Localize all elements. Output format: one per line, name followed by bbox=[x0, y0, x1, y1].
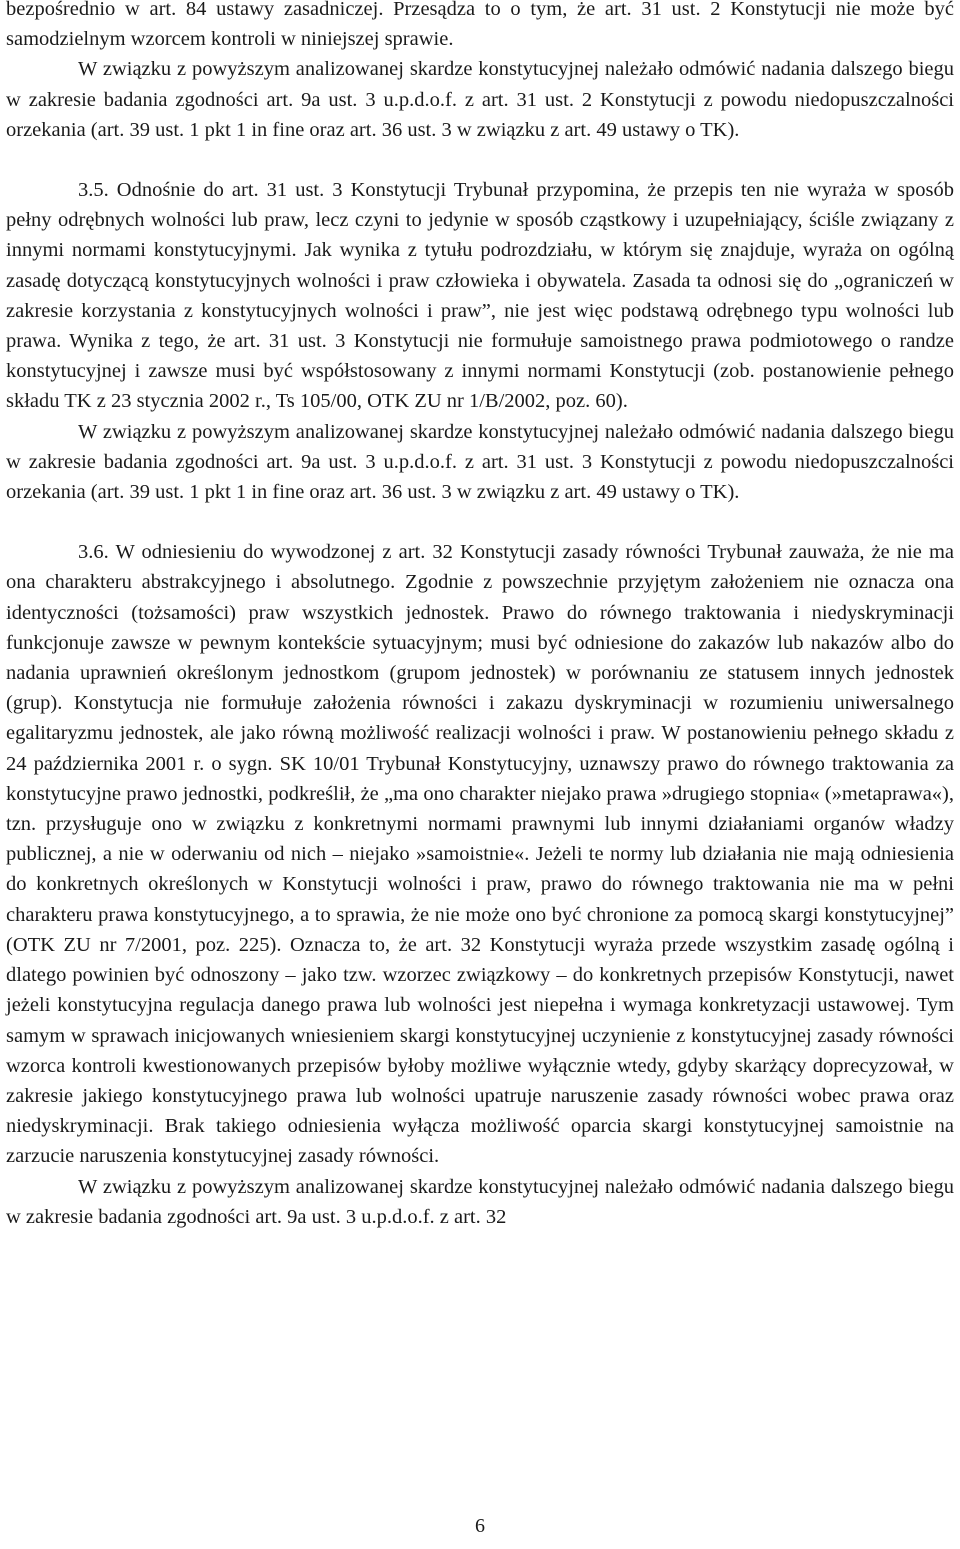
page-number: 6 bbox=[475, 1515, 485, 1537]
paragraph-conclusion-3-5: W związku z powyższym analizowanej skardze konstytucyjnej należało odmówić nadania dalszego biegu w zakresie badania zgodności art. 9a ust. 3 u.p.d.o.f. z art. 31 ust. 3 Konstytucji z powodu niedopuszczalności orzekania (art. 39 ust. 1 pkt 1 in fine oraz art. 36 ust. 3 w związku z art. 49 ustawy o TK). bbox=[6, 420, 954, 504]
paragraph-section-3-5: 3.5. Odnośnie do art. 31 ust. 3 Konstytucji Trybunał przypomina, że przepis ten nie wyraża w sposób pełny odrębnych wolności lub praw, lecz czyni to jedynie w sposób cząstkowy i uzupełniający, ściśle związany z innymi normami konstytucyjnymi. Jak wynika z tytułu podrozdziału, w którym się znajduje, wyraża on ogólną zasadę dotyczącą konstytucyjnych wolności i praw człowieka i obywatela. Zasada ta odnosi się do „ograniczeń w zakresie korzystania z konstytucyjnych wolności i praw”, nie jest więc podstawą odrębnego typu wolności lub prawa. Wynika z tego, że art. 31 ust. 3 Konstytucji nie formułuje samoistnego prawa podmiotowego o randze konstytucyjnej i zawsze musi być współstosowany z innymi normami Konstytucji (zob. postanowienie pełnego składu TK z 23 stycznia 2002 r., Ts 105/00, OTK ZU nr 1/B/2002, poz. 60). bbox=[6, 179, 954, 413]
paragraph-continuation: bezpośrednio w art. 84 ustawy zasadniczej. Przesądza to o tym, że art. 31 ust. 2 Konstytucji nie może być samodzielnym wzorcem kontroli w niniejszej sprawie. bbox=[6, 0, 954, 51]
section-spacer bbox=[6, 507, 954, 537]
paragraph-conclusion-3-6: W związku z powyższym analizowanej skardze konstytucyjnej należało odmówić nadania dalszego biegu w zakresie badania zgodności art. 9a ust. 3 u.p.d.o.f. z art. 32 bbox=[6, 1175, 954, 1228]
paragraph-section-3-6: 3.6. W odniesieniu do wywodzonej z art. 32 Konstytucji zasady równości Trybunał zauważa, że nie ma ona charakteru abstrakcyjnego i absolutnego. Zgodnie z powszechnie przyjętym założeniem nie oznacza ona identyczności (tożsamości) praw wszystkich jednostek. Prawo do równego traktowania i niedyskryminacji funkcjonuje zawsze w pewnym kontekście sytuacyjnym; musi być odniesione do zakazów lub nakazów albo do nadania uprawnień określonym jednostkom (grupom jednostek) w porównaniu ze statusem innych jednostek (grup). Konstytucja nie formułuje założenia równości i zakazu dyskryminacji w rozumieniu uniwersalnego egalitaryzmu jednostek, ale jako równą możliwość realizacji wolności i praw. W postanowieniu pełnego składu z 24 października 2001 r. o sygn. SK 10/01 Trybunał Konstytucyjny, uznawszy prawo do równego traktowania za konstytucyjne prawo jednostki, podkreślił, że „ma ono charakter niejako prawa »drugiego stopnia« (»metaprawa«), tzn. przysługuje ono w związku z konkretnymi normami prawnymi lub innymi działaniami organów władzy publicznej, a nie w oderwaniu od nich – niejako »samoistnie«. Jeżeli te normy lub działania nie mają odniesienia do konkretnych określonych w Konstytucji wolności i praw, prawo do równego traktowania nie ma w pełni charakteru prawa konstytucyjnego, a to sprawia, że nie może ono być chronione za pomocą skargi konstytucyjnej” (OTK ZU nr 7/2001, poz. 225). Oznacza to, że art. 32 Konstytucji wyraża przede wszystkim zasadę ogólną i dlatego powinien być odnoszony – jako tzw. wzorzec związkowy – do konkretnych przepisów Konstytucji, nawet jeżeli konstytucyjna regulacja danego prawa lub wolności jest niepełna i wymaga konkretyzacji ustawowej. Tym samym w sprawach inicjowanych wniesieniem skargi konstytucyjnej uczynienie z konstytucyjnej zasady równości wzorca kontroli kwestionowanych przepisów byłoby możliwe wyłącznie wtedy, gdyby skarżący doprecyzował, w zakresie jakiego konstytucyjnego prawa lub wolności upatruje naruszenie zasady równości wobec prawa oraz niedyskryminacji. Brak takiego odniesienia wyłącza możliwość oparcia skargi konstytucyjnej samoistnie na zarzucie naruszenia konstytucyjnej zasady równości. bbox=[6, 541, 954, 1168]
paragraph-conclusion-3-4: W związku z powyższym analizowanej skardze konstytucyjnej należało odmówić nadania dalszego biegu w zakresie badania zgodności art. 9a ust. 3 u.p.d.o.f. z art. 31 ust. 2 Konstytucji z powodu niedopuszczalności orzekania (art. 39 ust. 1 pkt 1 in fine oraz art. 36 ust. 3 w związku z art. 49 ustawy o TK). bbox=[6, 58, 954, 141]
document-body bbox=[6, 0, 954, 1232]
section-spacer bbox=[6, 145, 954, 175]
